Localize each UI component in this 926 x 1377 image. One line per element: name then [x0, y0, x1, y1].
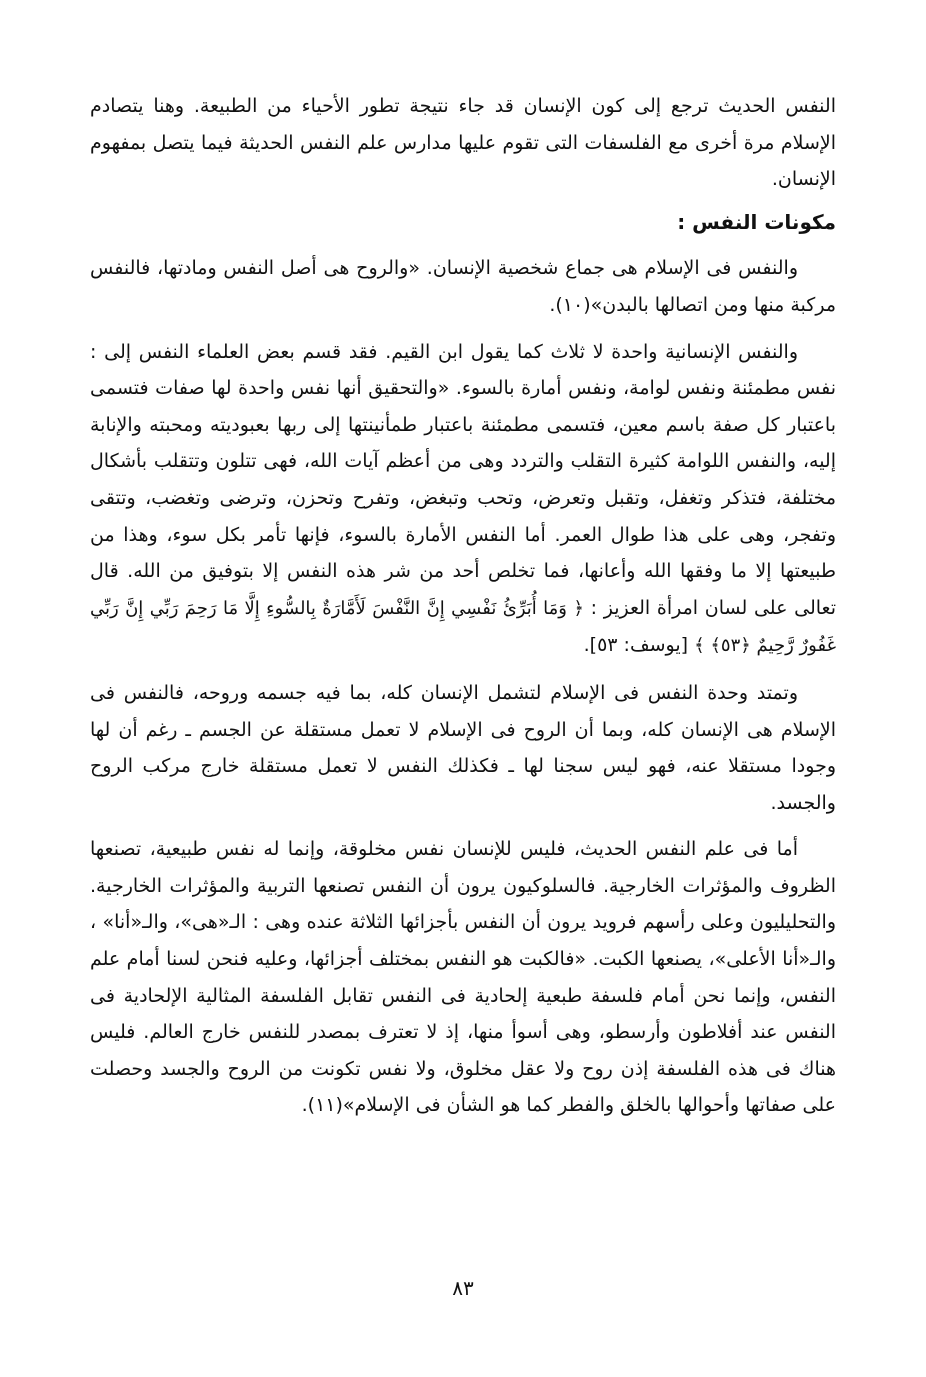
paragraph-modern-psychology: أما فى علم النفس الحديث، فليس للإنسان نفس مخلوقة، وإنما له نفس طبيعية، تصنعها الظروف والمؤثرات الخارجية. فالسلوكيون يرون أن النفس تصنعها التربية والمؤثرات الخارجية. والتحليليون وعلى رأسهم فرويد يرون أن النفس بأجزائها الثلاثة عنده وهى : الـ«هى»، والـ«أنا» ، والـ«أنا الأعلى»، يصنعها الكبت. «فالكبت هو النفس بمختلف أجزائها، وعليه فنحن لسنا أمام علم النفس، وإنما نحن أمام فلسفة طبعية إلحادية فى النفس تقابل الفلسفة المثالية الإلحادية فى النفس عند أفلاطون وأرسطو، وهى أسوأ منها، إذ لا تعترف بمصدر للنفس خارج العالم. فليس هناك فى هذه الفلسفة إذن روح ولا عقل مخلوق، ولا نفس تكونت من الروح والجسد وحصلت على صفاتها وأحوالها بالخلق والفطر كما هو الشأن فى الإسلام»(١١).	[90, 838, 836, 1117]
quran-verse: ﴿ وَمَا أُبَرِّئُ نَفْسِي إِنَّ النَّفْسَ لَأَمَّارَةٌ بِالسُّوءِ إِلَّا مَا رَحِمَ رَبِّي إِنَّ رَبِّي غَفُورٌ رَّحِيمٌ ﴿٥٣﴾ ﴾	[90, 597, 836, 657]
paragraph-soul-body: وتمتد وحدة النفس فى الإسلام لتشمل الإنسان كله، بما فيه جسمه وروحه، فالنفس فى الإسلام هى الإنسان كله، وبما أن الروح فى الإسلام لا تعمل مستقلة عن الجسم ـ رغم أن لها وجودا مستقلا عنه، فهو ليس سجنا لها ـ فكذلك النفس لا تعمل مستقلة خارج مركب الروح والجسد.	[90, 681, 836, 814]
quran-reference: [يوسف: ٥٣].	[583, 634, 689, 657]
section-heading: مكونات النفس :	[677, 209, 836, 234]
paragraph-intro: النفس الحديث ترجع إلى كون الإنسان قد جاء نتيجة تطور الأحياء من الطبيعة. وهنا يتصادم الإسلام مرة أخرى مع الفلسفات التى تقوم عليها مدارس علم النفس الحديثة فيما يتصل بمفهوم الإنسان.	[90, 95, 836, 191]
page-body	[90, 88, 836, 1124]
page-number: ٨٣	[452, 1276, 474, 1300]
paragraph-soul-types	[90, 334, 836, 665]
paragraph-soul-unity: والنفس فى الإسلام هى جماع شخصية الإنسان. «والروح هى أصل النفس ومادتها، فالنفس مركبة منها ومن اتصالها بالبدن»(١٠).	[90, 257, 836, 316]
paragraph-soul-types-text: والنفس الإنسانية واحدة لا ثلاث كما يقول ابن القيم. فقد قسم بعض العلماء النفس إلى : نفس مطمئنة ونفس لوامة، ونفس أمارة بالسوء. «والتحقيق أنها نفس واحدة لها صفات فتسمى باعتبار كل صفة باسم معين، فتسمى مطمئنة باعتبار طمأنينتها إلى ربها بعبوديته ومحبته والإنابة إليه، والنفس اللوامة كثيرة التقلب والتردد وهى من أعظم آيات الله، فهى تتلون وتتقلب بأشكال مختلفة، فتذكر وتغفل، وتقبل وتعرض، وتحب وتبغض، وتفرح وتحزن، وترضى وتغضب، وتتقى وتفجر، وهى على هذا طوال العمر. أما النفس الأمارة بالسوء، فإنها تأمر بكل سوء، وهذا من طبيعتها إلا ما وفقها الله وأعانها، فما تخلص أحد من شر هذه النفس إلا بتوفيق من الله. قال تعالى على لسان امرأة العزيز :	[90, 340, 836, 619]
